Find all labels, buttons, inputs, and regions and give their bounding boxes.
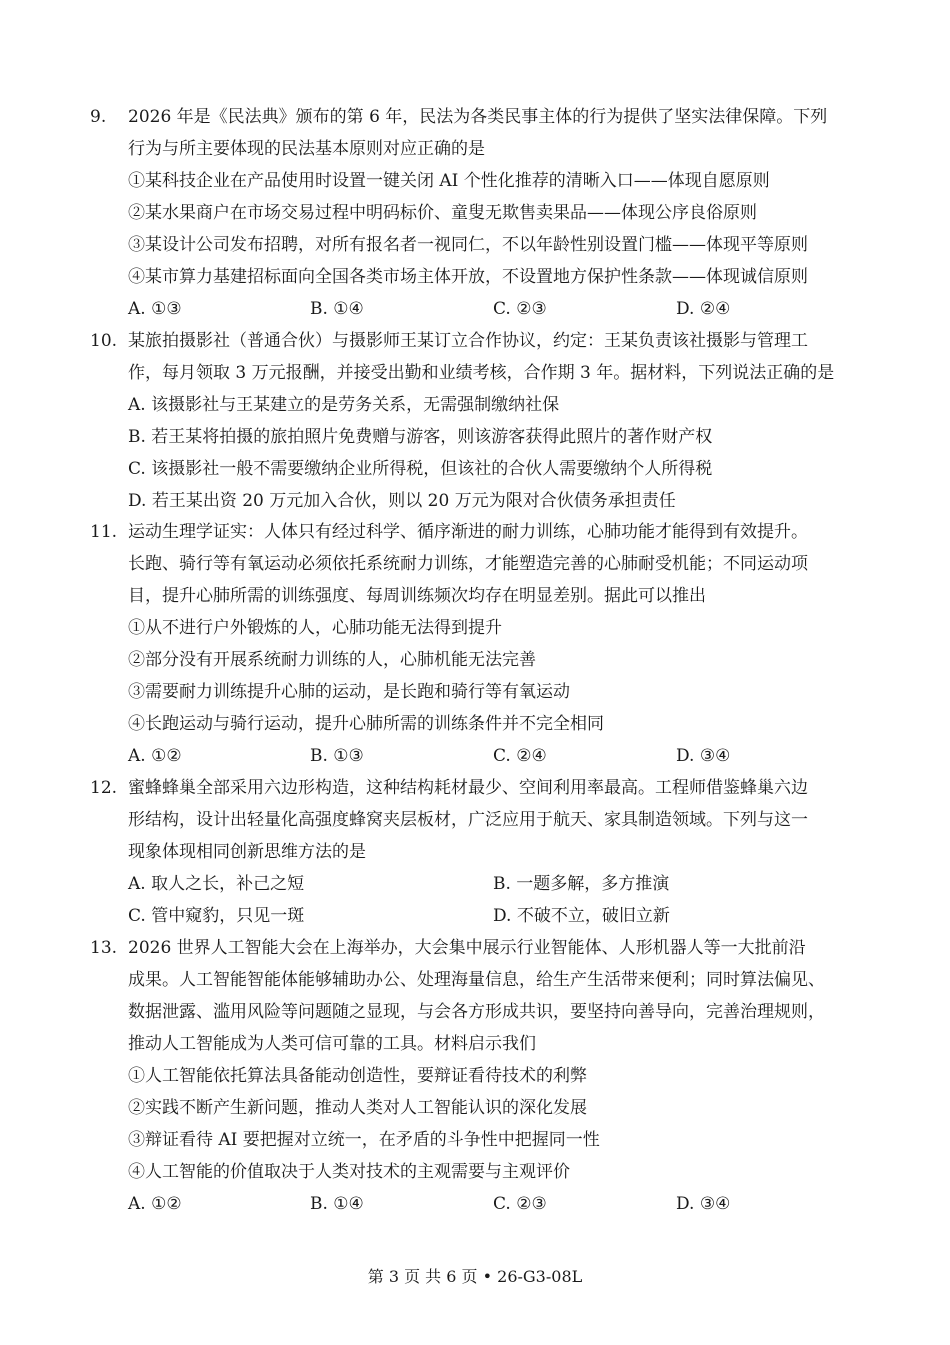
question-number: 9. <box>90 107 107 127</box>
question-stem-line: 2026 年是《民法典》颁布的第 6 年，民法为各类民事主体的行为提供了坚实法律保障。下列 <box>128 107 828 127</box>
question-number: 10. <box>90 331 118 351</box>
option-d: D. ②④ <box>676 299 731 319</box>
statement: ③辩证看待 AI 要把握对立统一，在矛盾的斗争性中把握同一性 <box>128 1130 600 1150</box>
statement: ②某水果商户在市场交易过程中明码标价、童叟无欺售卖果品——体现公序良俗原则 <box>128 203 757 223</box>
option-c: C. ②③ <box>493 299 547 319</box>
question-stem-line: 形结构，设计出轻量化高强度蜂窝夹层板材，广泛应用于航天、家具制造领域。下列与这一 <box>128 810 808 830</box>
question-number: 12. <box>90 778 118 798</box>
option-d: D. 不破不立，破旧立新 <box>493 906 670 926</box>
option-c: C. ②③ <box>493 1194 547 1214</box>
option-b: B. ①④ <box>310 299 364 319</box>
option-c: C. 管中窥豹，只见一斑 <box>128 906 305 926</box>
page-footer: 第 3 页 共 6 页 • 26-G3-08L <box>367 1267 583 1286</box>
option-d: D. ③④ <box>676 746 731 766</box>
statement: ④人工智能的价值取决于人类对技术的主观需要与主观评价 <box>128 1162 570 1182</box>
option-b: B. 若王某将拍摄的旅拍照片免费赠与游客，则该游客获得此照片的著作财产权 <box>128 427 713 447</box>
question-stem-line: 数据泄露、滥用风险等问题随之显现，与会各方形成共识，要坚持向善导向，完善治理规则， <box>128 1002 825 1022</box>
statement: ②部分没有开展系统耐力训练的人，心肺机能无法完善 <box>128 650 536 670</box>
question-number: 11. <box>90 522 118 542</box>
option-d: D. ③④ <box>676 1194 731 1214</box>
statement: ③需要耐力训练提升心肺的运动，是长跑和骑行等有氧运动 <box>128 682 570 702</box>
option-a: A. ①② <box>128 746 182 766</box>
question-stem-line: 现象体现相同创新思维方法的是 <box>128 842 366 862</box>
option-a: A. 该摄影社与王某建立的是劳务关系，无需强制缴纳社保 <box>128 395 560 415</box>
question-stem-line: 成果。人工智能智能体能够辅助办公、处理海量信息，给生产生活带来便利；同时算法偏见、 <box>128 970 825 990</box>
question-stem-line: 运动生理学证实：人体只有经过科学、循序渐进的耐力训练，心肺功能才能得到有效提升。 <box>128 522 808 542</box>
option-a: A. ①② <box>128 1194 182 1214</box>
question-number: 13. <box>90 938 118 958</box>
question-stem-line: 2026 世界人工智能大会在上海举办，大会集中展示行业智能体、人形机器人等一大批前沿 <box>128 938 806 958</box>
question-stem-line: 长跑、骑行等有氧运动必须依托系统耐力训练，才能塑造完善的心肺耐受机能；不同运动项 <box>128 554 808 574</box>
question-stem-line: 作，每月领取 3 万元报酬，并接受出勤和业绩考核，合作期 3 年。据材料，下列说法正确的是 <box>128 363 835 383</box>
option-c: C. ②④ <box>493 746 547 766</box>
option-a: A. ①③ <box>128 299 182 319</box>
statement: ①从不进行户外锻炼的人，心肺功能无法得到提升 <box>128 618 502 638</box>
option-d: D. 若王某出资 20 万元加入合伙，则以 20 万元为限对合伙债务承担责任 <box>128 491 676 511</box>
statement: ④某市算力基建招标面向全国各类市场主体开放，不设置地方保护性条款——体现诚信原则 <box>128 267 808 287</box>
option-b: B. 一题多解，多方推演 <box>493 874 670 894</box>
statement: ①人工智能依托算法具备能动创造性，要辩证看待技术的利弊 <box>128 1066 587 1086</box>
question-stem-line: 某旅拍摄影社（普通合伙）与摄影师王某订立合作协议，约定：王某负责该社摄影与管理工 <box>128 331 808 351</box>
statement: ①某科技企业在产品使用时设置一键关闭 AI 个性化推荐的清晰入口——体现自愿原则 <box>128 171 770 191</box>
question-stem-line: 行为与所主要体现的民法基本原则对应正确的是 <box>128 139 485 159</box>
option-c: C. 该摄影社一般不需要缴纳企业所得税，但该社的合伙人需要缴纳个人所得税 <box>128 459 713 479</box>
statement: ③某设计公司发布招聘，对所有报名者一视同仁，不以年龄性别设置门槛——体现平等原则 <box>128 235 808 255</box>
statement: ④长跑运动与骑行运动，提升心肺所需的训练条件并不完全相同 <box>128 714 604 734</box>
statement: ②实践不断产生新问题，推动人类对人工智能认识的深化发展 <box>128 1098 587 1118</box>
option-a: A. 取人之长，补己之短 <box>128 874 305 894</box>
question-stem-line: 蜜蜂蜂巢全部采用六边形构造，这种结构耗材最少、空间利用率最高。工程师借鉴蜂巢六边 <box>128 778 808 798</box>
question-stem-line: 推动人工智能成为人类可信可靠的工具。材料启示我们 <box>128 1034 536 1054</box>
option-b: B. ①④ <box>310 1194 364 1214</box>
option-b: B. ①③ <box>310 746 364 766</box>
question-stem-line: 目，提升心肺所需的训练强度、每周训练频次均存在明显差别。据此可以推出 <box>128 586 706 606</box>
